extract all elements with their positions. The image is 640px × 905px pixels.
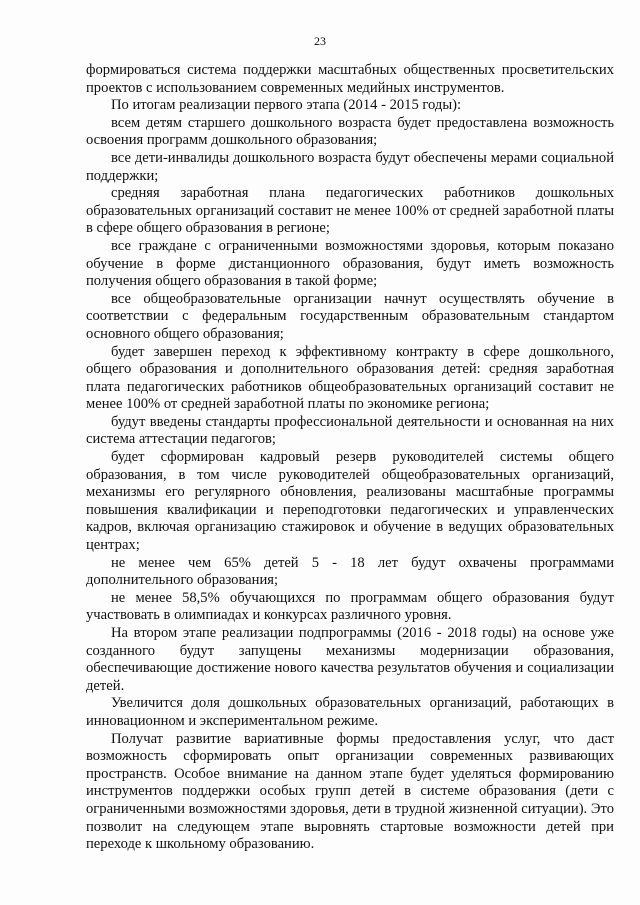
paragraph: Получат развитие вариативные формы предоставления услуг, что даст возможность сформировать опыт организации современных развивающих пространств. Особое внимание на данном этапе будет уделяться формированию инструментов поддержки особых групп детей в системе образования (дети с ограниченными возможностями здоровья, дети в трудной жизненной ситуации). Это позволит на следующем этапе выровнять стартовые возможности детей при переходе к школьному образованию.: [86, 730, 614, 853]
paragraph: формироваться система поддержки масштабных общественных просветительских проектов с использованием современных медийных инструментов.: [86, 62, 614, 96]
page-number: 23: [314, 34, 326, 48]
paragraph: все дети-инвалиды дошкольного возраста будут обеспечены мерами социальной поддержки;: [86, 149, 614, 184]
paragraph: Увеличится доля дошкольных образовательных организаций, работающих в инновационном и экспериментальном режиме.: [86, 695, 614, 729]
paragraph: средняя заработная плана педагогических работников дошкольных образовательных организаций составит не менее 100% от средней заработной платы в сфере общего образования в регионе;: [86, 185, 614, 237]
paragraph: будет сформирован кадровый резерв руководителей системы общего образования, в том числе руководителей общеобразовательных организаций, механизмы его регулярного обновления, реализованы масштабные программы повышения квалификации и переподготовки педагогических и управленческих кадров, включая организацию стажировок и обучение в ведущих образовательных центрах;: [86, 449, 614, 554]
paragraph: На втором этапе реализации подпрограммы (2016 - 2018 годы) на основе уже созданного будут запущены механизмы модернизации образования, обеспечивающие достижение нового качества результатов обучения и социализации детей.: [86, 625, 614, 694]
paragraph: будут введены стандарты профессиональной деятельности и основанная на них система аттестации педагогов;: [86, 413, 614, 448]
paragraph: не менее чем 65% детей 5 - 18 лет будут охвачены программами дополнительного образования;: [86, 554, 614, 589]
body-text: [86, 62, 614, 854]
paragraph: все граждане с ограниченными возможностями здоровья, которым показано обучение в форме дистанционного образования, будут иметь возможность получения общего образования в такой форме;: [86, 237, 614, 290]
paragraph: всем детям старшего дошкольного возраста будет предоставлена возможность освоения программ дошкольного образования;: [86, 114, 614, 149]
paragraph: все общеобразовательные организации начнут осуществлять обучение в соответствии с федеральным государственным образовательным стандартом основного общего образования;: [86, 290, 614, 342]
paragraph: будет завершен переход к эффективному контракту в сфере дошкольного, общего образования и дополнительного образования детей: средняя заработная плата педагогических работников общеобразовательных организаций составит не менее 100% от средней заработной платы по экономике региона;: [86, 343, 614, 413]
paragraph: не менее 58,5% обучающихся по программам общего образования будут участвовать в олимпиадах и конкурсах различного уровня.: [86, 589, 614, 624]
paragraph: По итогам реализации первого этапа (2014 - 2015 годы):: [111, 97, 462, 114]
